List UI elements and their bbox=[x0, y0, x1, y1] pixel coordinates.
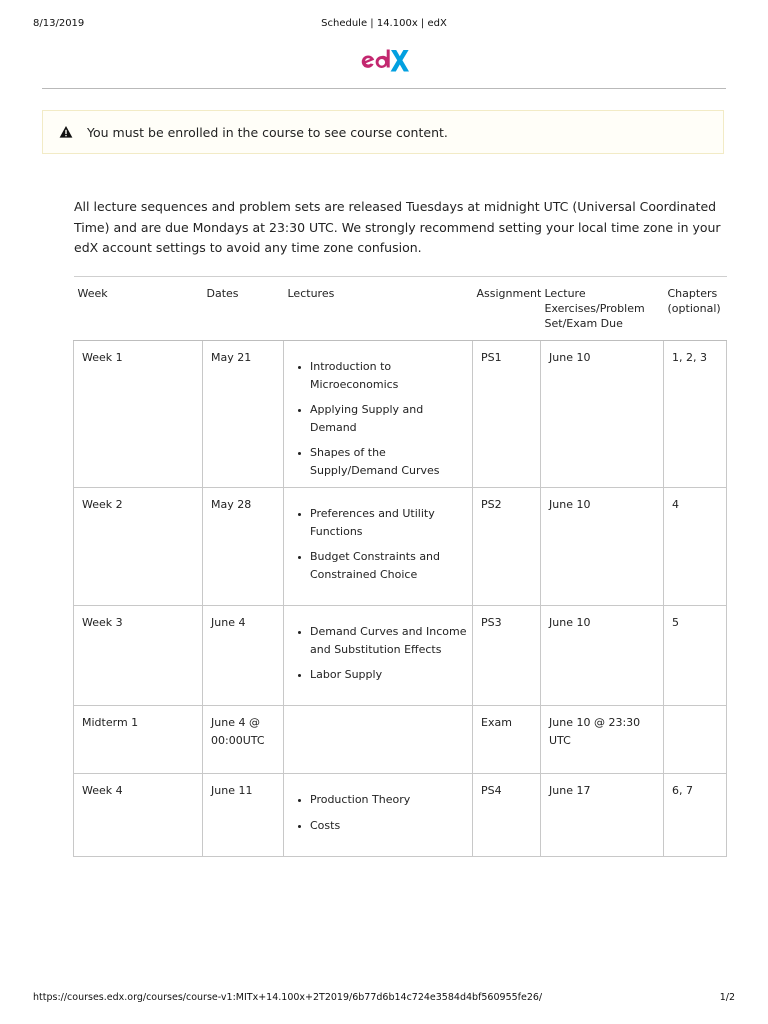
lecture-item: • Introduction to Microeconomics bbox=[310, 358, 472, 393]
table-row bbox=[74, 774, 727, 857]
print-header bbox=[0, 18, 768, 32]
table-header-row bbox=[74, 277, 727, 341]
cell-lectures bbox=[284, 488, 473, 606]
cell-assignment: PS3 bbox=[473, 606, 541, 706]
cell-week: Week 2 bbox=[74, 488, 203, 606]
cell-lectures bbox=[284, 774, 473, 857]
header-chapters: Chapters (optional) bbox=[664, 277, 727, 341]
cell-lectures bbox=[284, 341, 473, 488]
cell-dates: June 4 bbox=[203, 606, 284, 706]
cell-dates: June 11 bbox=[203, 774, 284, 857]
cell-chapters: 5 bbox=[664, 606, 727, 706]
schedule-table bbox=[73, 276, 727, 857]
print-page-title: Schedule | 14.100x | edX bbox=[321, 18, 447, 29]
cell-due: June 10 bbox=[541, 341, 664, 488]
table-row bbox=[74, 606, 727, 706]
header-assignment: Assignment bbox=[473, 277, 541, 341]
lecture-item: • Shapes of the Supply/Demand Curves bbox=[310, 444, 472, 479]
cell-chapters bbox=[664, 706, 727, 774]
table-row bbox=[74, 706, 727, 774]
cell-week: Week 3 bbox=[74, 606, 203, 706]
cell-chapters: 6, 7 bbox=[664, 774, 727, 857]
intro-paragraph: All lecture sequences and problem sets are released Tuesdays at midnight UTC (Universal Coordinated Time) and are due Mondays at 23:30 UTC. We strongly recommend setting your local time zone in your edX account settings to avoid any time zone confusion. bbox=[74, 199, 721, 256]
cell-assignment: PS1 bbox=[473, 341, 541, 488]
lecture-list bbox=[292, 505, 472, 583]
header-lectures: Lectures bbox=[284, 277, 473, 341]
page-number: 1/2 bbox=[719, 992, 735, 1003]
cell-due: June 17 bbox=[541, 774, 664, 857]
lecture-item: • Applying Supply and Demand bbox=[310, 401, 472, 436]
cell-due: June 10 @ 23:30 UTC bbox=[541, 706, 664, 774]
cell-week: Midterm 1 bbox=[74, 706, 203, 774]
cell-lectures bbox=[284, 606, 473, 706]
lecture-item: • Labor Supply bbox=[310, 666, 472, 684]
edx-logo[interactable] bbox=[358, 48, 410, 74]
header-week: Week bbox=[74, 277, 203, 341]
header-divider bbox=[42, 88, 726, 89]
cell-due: June 10 bbox=[541, 488, 664, 606]
lecture-item: • Preferences and Utility Functions bbox=[310, 505, 472, 540]
lecture-item: • Budget Constraints and Constrained Choice bbox=[310, 548, 472, 583]
lecture-item: • Production Theory bbox=[310, 791, 472, 809]
lecture-item: • Costs bbox=[310, 817, 472, 835]
cell-assignment: PS2 bbox=[473, 488, 541, 606]
cell-week: Week 4 bbox=[74, 774, 203, 857]
cell-chapters: 1, 2, 3 bbox=[664, 341, 727, 488]
lecture-item: • Demand Curves and Income and Substitution Effects bbox=[310, 623, 472, 658]
warning-icon bbox=[59, 125, 73, 139]
cell-lectures bbox=[284, 706, 473, 774]
page-url: https://courses.edx.org/courses/course-v1:MITx+14.100x+2T2019/6b77d6b14c724e3584d4bf560955fe26/ bbox=[33, 992, 543, 1003]
header-due: Lecture Exercises/Problem Set/Exam Due bbox=[541, 277, 664, 341]
cell-dates: June 4 @ 00:00UTC bbox=[203, 706, 284, 774]
lecture-list bbox=[292, 791, 472, 834]
cell-assignment: Exam bbox=[473, 706, 541, 774]
table-row bbox=[74, 341, 727, 488]
cell-dates: May 28 bbox=[203, 488, 284, 606]
lecture-list bbox=[292, 358, 472, 479]
cell-due: June 10 bbox=[541, 606, 664, 706]
cell-week: Week 1 bbox=[74, 341, 203, 488]
cell-dates: May 21 bbox=[203, 341, 284, 488]
print-footer bbox=[0, 992, 768, 1006]
lecture-list bbox=[292, 623, 472, 684]
logo-container bbox=[0, 48, 768, 78]
header-dates: Dates bbox=[203, 277, 284, 341]
cell-assignment: PS4 bbox=[473, 774, 541, 857]
cell-chapters: 4 bbox=[664, 488, 727, 606]
print-date: 8/13/2019 bbox=[33, 18, 85, 29]
alert-message: You must be enrolled in the course to see course content. bbox=[87, 124, 448, 140]
table-row bbox=[74, 488, 727, 606]
enrollment-alert bbox=[42, 110, 724, 154]
